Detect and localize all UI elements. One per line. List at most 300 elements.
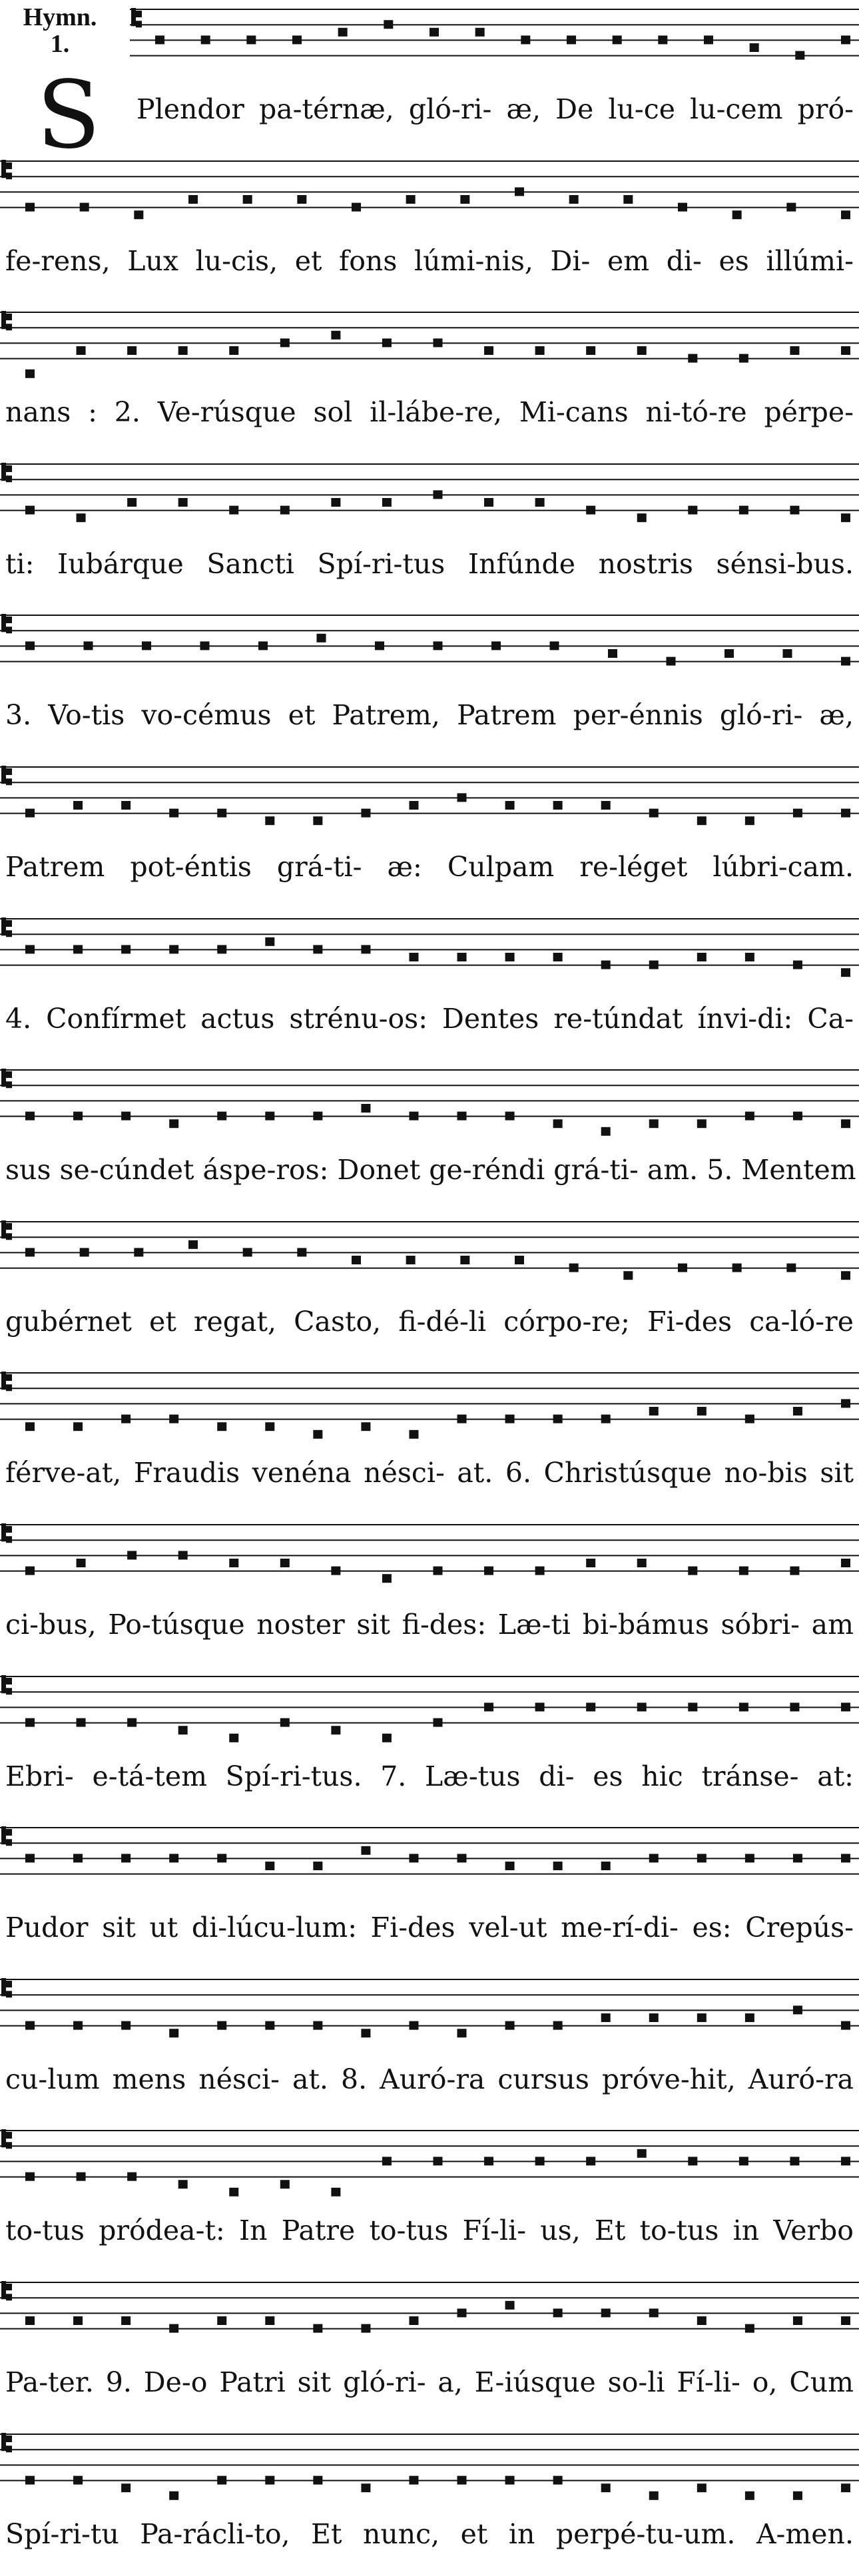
neume-punctum (745, 1854, 754, 1863)
neume-punctum (613, 35, 622, 44)
neume-punctum (623, 1271, 633, 1280)
neume-punctum (793, 2316, 802, 2325)
neume-punctum (697, 1854, 707, 1863)
neume-punctum (697, 953, 707, 961)
chant-system (0, 455, 859, 607)
neume-punctum (25, 505, 35, 514)
neume-punctum (649, 1407, 659, 1416)
neume-punctum (361, 1423, 370, 1431)
c-clef-icon (1, 2433, 12, 2452)
staff (0, 2121, 859, 2201)
staff (0, 606, 859, 686)
lyric-line: to-tus pródea-t: In Patre to-tus Fí-li- us, Et to-tus in Verbo (5, 2214, 854, 2247)
neume-punctum (535, 498, 545, 507)
neume-punctum (697, 1119, 707, 1128)
neume-punctum (77, 1718, 86, 1726)
neume-punctum (178, 498, 188, 507)
neume-punctum (313, 1430, 322, 1439)
neume-punctum (505, 1112, 515, 1121)
neume-punctum (569, 195, 579, 204)
staff (0, 2425, 859, 2505)
neume-punctum (313, 2021, 322, 2029)
staff (0, 1364, 859, 1443)
neume-punctum (382, 1574, 392, 1583)
neume-punctum (841, 2316, 850, 2325)
neume-punctum (601, 960, 611, 969)
neume-punctum (25, 642, 35, 650)
neume-punctum (25, 1112, 35, 1121)
neume-punctum (77, 2173, 86, 2181)
neume-punctum (25, 1718, 35, 1726)
neume-punctum (217, 2021, 226, 2029)
neume-punctum (637, 1559, 647, 1567)
neume-punctum (258, 642, 268, 650)
neume-punctum (567, 35, 576, 44)
neume-punctum (409, 1430, 418, 1439)
neume-punctum (361, 2029, 370, 2037)
neume-punctum (361, 809, 370, 818)
staff (0, 1667, 859, 1747)
chant-system (0, 2425, 859, 2576)
neume-punctum (505, 2021, 515, 2029)
lyric-line: Patrem pot-éntis grá-ti- æ: Culpam re-léget lúbri-cam. (5, 851, 854, 883)
neume-punctum (280, 2181, 290, 2189)
staff (0, 152, 859, 232)
lyric-line: Spí-ri-tu Pa-rácli-to, Et nunc, et in perpé-tu-um. A-men. (5, 2517, 854, 2550)
chant-system (0, 758, 859, 909)
chant-system (0, 1970, 859, 2122)
neume-punctum (457, 2308, 467, 2317)
neume-punctum (649, 2491, 659, 2499)
neume-punctum (637, 2149, 647, 2158)
neume-punctum (697, 2316, 707, 2325)
neume-punctum (73, 801, 83, 810)
neume-punctum (783, 649, 792, 658)
neume-punctum (550, 642, 559, 650)
neume-punctum (484, 1702, 493, 1711)
neume-punctum (382, 1733, 392, 1742)
neume-punctum (793, 2491, 802, 2499)
lyric-line: férve-at, Fraudis venéna nésci- at. 6. Christúsque no-bis sit (5, 1457, 854, 1489)
neume-punctum (169, 2029, 178, 2037)
neume-punctum (313, 1112, 322, 1121)
neume-punctum (313, 2324, 322, 2333)
neume-punctum (433, 1718, 443, 1726)
lyric-line: gubérnet et regat, Casto, fi-dé-li córpo-re; Fi-des ca-ló-re (5, 1305, 854, 1338)
neume-punctum (297, 195, 306, 204)
neume-punctum (134, 1248, 143, 1256)
neume-punctum (505, 1415, 515, 1423)
neume-punctum (460, 195, 469, 204)
neume-punctum (409, 2475, 418, 2484)
c-clef-icon (1, 311, 12, 330)
neume-punctum (667, 657, 676, 666)
neume-punctum (409, 953, 418, 961)
neume-punctum (331, 2188, 340, 2196)
neume-punctum (790, 1702, 799, 1711)
neume-punctum (178, 1726, 188, 1734)
neume-punctum (793, 809, 802, 818)
neume-punctum (127, 498, 137, 507)
neume-punctum (352, 202, 361, 211)
neume-punctum (637, 1702, 647, 1711)
neume-punctum (601, 2013, 611, 2022)
neume-punctum (169, 809, 178, 818)
neume-punctum (265, 2475, 274, 2484)
neume-punctum (73, 1423, 83, 1431)
lyric-line: ti: Iubárque Sancti Spí-ri-tus Infúnde nostris sénsi-bus. (5, 547, 854, 580)
neume-punctum (688, 354, 697, 363)
neume-punctum (188, 195, 198, 204)
neume-punctum (841, 968, 850, 977)
neume-punctum (178, 2181, 188, 2189)
hymn-number: 1. (50, 30, 70, 58)
neume-punctum (745, 1112, 754, 1121)
neume-punctum (217, 809, 226, 818)
neume-punctum (793, 1854, 802, 1863)
neume-punctum (409, 1854, 418, 1863)
neume-punctum (521, 35, 530, 44)
neume-punctum (331, 1567, 340, 1575)
staff (0, 1212, 859, 1292)
staff (0, 1818, 859, 1898)
neume-punctum (361, 2324, 370, 2333)
neume-punctum (793, 1112, 802, 1121)
neume-punctum (265, 2316, 274, 2325)
neume-punctum (739, 505, 748, 514)
neume-punctum (745, 1415, 754, 1423)
neume-punctum (292, 35, 302, 44)
neume-punctum (841, 1559, 850, 1567)
neume-punctum (739, 2157, 748, 2166)
neume-punctum (586, 346, 595, 355)
staff (0, 303, 859, 383)
neume-punctum (795, 51, 804, 60)
neume-punctum (201, 35, 210, 44)
neume-punctum (25, 1854, 35, 1863)
neume-punctum (217, 945, 226, 953)
neume-punctum (121, 2021, 131, 2029)
neume-punctum (384, 20, 393, 29)
neume-punctum (77, 513, 86, 522)
neume-punctum (505, 953, 515, 961)
neume-punctum (80, 1248, 89, 1256)
chant-system (0, 1061, 859, 1212)
neume-punctum (569, 1263, 579, 1272)
neume-punctum (515, 187, 524, 196)
neume-punctum (841, 35, 850, 44)
chant-system (0, 606, 859, 758)
chant-system (0, 1364, 859, 1515)
neume-punctum (601, 801, 611, 810)
neume-punctum (841, 210, 850, 219)
neume-punctum (457, 793, 467, 802)
neume-punctum (553, 1415, 563, 1423)
neume-punctum (535, 346, 545, 355)
neume-punctum (790, 505, 799, 514)
neume-punctum (121, 2316, 131, 2325)
lyric-line: Plendor pa-térnæ, gló-ri- æ, De lu-ce lu-cem pró- (137, 93, 854, 125)
neume-punctum (793, 960, 802, 969)
neume-punctum (586, 505, 595, 514)
neume-punctum (313, 1862, 322, 1870)
lyric-line: cu-lum mens nésci- at. 8. Auró-ra cursus próve-hit, Auró-ra (5, 2063, 854, 2095)
neume-punctum (361, 945, 370, 953)
c-clef-icon (1, 1523, 12, 1543)
neume-punctum (688, 1702, 697, 1711)
staff (0, 758, 859, 838)
neume-punctum (121, 1854, 131, 1863)
hymn-label: Hymn. (23, 3, 97, 31)
neume-punctum (229, 505, 238, 514)
neume-punctum (553, 953, 563, 961)
neume-punctum (217, 1854, 226, 1863)
neume-punctum (317, 634, 326, 643)
neume-punctum (739, 1702, 748, 1711)
neume-punctum (505, 801, 515, 810)
neume-punctum (678, 202, 687, 211)
neume-punctum (688, 2157, 697, 2166)
lyric-line: fe-rens, Lux lu-cis, et fons lúmi-nis, Di- em di- es illúmi- (5, 244, 854, 277)
neume-punctum (297, 1248, 306, 1256)
neume-punctum (586, 1702, 595, 1711)
neume-punctum (841, 1271, 850, 1280)
c-clef-icon (131, 8, 142, 27)
neume-punctum (608, 649, 617, 658)
neume-punctum (25, 2173, 35, 2181)
neume-punctum (217, 2475, 226, 2484)
neume-punctum (406, 1256, 416, 1264)
neume-punctum (704, 35, 713, 44)
c-clef-icon (1, 1372, 12, 1391)
neume-punctum (697, 816, 707, 825)
neume-punctum (265, 1112, 274, 1121)
neume-punctum (25, 945, 35, 953)
neume-punctum (142, 642, 151, 650)
neume-punctum (535, 1702, 545, 1711)
neume-punctum (457, 1854, 467, 1863)
c-clef-icon (1, 917, 12, 937)
neume-punctum (484, 2157, 493, 2166)
neume-punctum (649, 2308, 659, 2317)
neume-punctum (793, 1407, 802, 1416)
neume-punctum (649, 1854, 659, 1863)
neume-punctum (169, 1415, 178, 1423)
neume-punctum (623, 195, 633, 204)
c-clef-icon (1, 1069, 12, 1088)
neume-punctum (382, 498, 392, 507)
neume-punctum (409, 2316, 418, 2325)
neume-punctum (121, 1112, 131, 1121)
neume-punctum (457, 1112, 467, 1121)
c-clef-icon (1, 160, 12, 179)
neume-punctum (433, 490, 443, 499)
neume-punctum (601, 1127, 611, 1136)
neume-punctum (658, 35, 667, 44)
neume-punctum (313, 945, 322, 953)
staff (0, 909, 859, 989)
neume-punctum (73, 2475, 83, 2484)
neume-punctum (280, 1559, 290, 1567)
neume-punctum (460, 1256, 469, 1264)
staff (0, 1970, 859, 2050)
staff (0, 1515, 859, 1595)
lyric-line: Ebri- e-tá-tem Spí-ri-tus. 7. Læ-tus di- es hic tránse- at: (5, 1760, 854, 1792)
neume-punctum (217, 1423, 226, 1431)
neume-punctum (375, 642, 384, 650)
neume-punctum (553, 2021, 563, 2029)
neume-punctum (25, 2316, 35, 2325)
neume-punctum (246, 35, 256, 44)
neume-punctum (535, 1567, 545, 1575)
neume-punctum (331, 331, 340, 340)
neume-punctum (169, 945, 178, 953)
neume-punctum (505, 1862, 515, 1870)
neume-punctum (313, 2475, 322, 2484)
c-clef-icon (1, 614, 12, 633)
neume-punctum (841, 809, 850, 818)
neume-punctum (841, 1119, 850, 1128)
neume-punctum (745, 2324, 754, 2333)
neume-punctum (229, 2188, 238, 2196)
neume-punctum (724, 649, 734, 658)
neume-punctum (243, 195, 252, 204)
lyric-line: 3. Vo-tis vo-cémus et Patrem, Patrem per-énnis gló-ri- æ, (5, 699, 854, 732)
neume-punctum (739, 1567, 748, 1575)
chant-system (0, 152, 859, 304)
neume-punctum (841, 1854, 850, 1863)
neume-punctum (25, 1567, 35, 1575)
neume-punctum (786, 202, 796, 211)
neume-punctum (178, 1551, 188, 1559)
chant-system (0, 2121, 859, 2273)
neume-punctum (265, 2021, 274, 2029)
neume-punctum (352, 1256, 361, 1264)
neume-punctum (121, 2483, 131, 2492)
neume-punctum (637, 346, 647, 355)
neume-punctum (178, 346, 188, 355)
neume-punctum (25, 809, 35, 818)
neume-punctum (553, 1862, 563, 1870)
neume-punctum (553, 1119, 563, 1128)
neume-punctum (841, 513, 850, 522)
neume-punctum (732, 210, 742, 219)
staff (0, 2273, 859, 2353)
neume-punctum (841, 1400, 850, 1408)
neume-punctum (601, 2308, 611, 2317)
neume-punctum (649, 809, 659, 818)
neume-punctum (77, 346, 86, 355)
lyric-line: ci-bus, Po-túsque noster sit fi-des: Læ-ti bi-bámus sóbri- am (5, 1609, 854, 1641)
staff (0, 0, 859, 80)
chant-system (0, 1515, 859, 1667)
neume-punctum (169, 2491, 178, 2499)
neume-punctum (25, 1248, 35, 1256)
initial-letter: S (37, 61, 101, 170)
neume-punctum (433, 2157, 443, 2166)
neume-punctum (313, 816, 322, 825)
neume-punctum (127, 346, 137, 355)
neume-punctum (484, 346, 493, 355)
chant-system (0, 2273, 859, 2425)
neume-punctum (484, 498, 493, 507)
neume-punctum (697, 2483, 707, 2492)
neume-punctum (601, 1415, 611, 1423)
neume-punctum (409, 801, 418, 810)
neume-punctum (750, 43, 759, 52)
neume-punctum (406, 195, 416, 204)
neume-punctum (338, 28, 348, 37)
lyric-line: Pudor sit ut di-lúcu-lum: Fi-des vel-ut me-rí-di- es: Crepús- (5, 1912, 854, 1944)
lyric-line: nans : 2. Ve-rúsque sol il-lábe-re, Mi-cans ni-tó-re pérpe- (5, 396, 854, 429)
neume-punctum (409, 1112, 418, 1121)
neume-punctum (793, 2005, 802, 2014)
neume-punctum (84, 642, 93, 650)
neume-punctum (188, 1240, 198, 1249)
neume-punctum (73, 1112, 83, 1121)
neume-punctum (688, 1567, 697, 1575)
neume-punctum (745, 2013, 754, 2022)
neume-punctum (73, 945, 83, 953)
neume-punctum (361, 2483, 370, 2492)
neume-punctum (169, 2324, 178, 2333)
neume-punctum (280, 505, 290, 514)
neume-punctum (121, 801, 131, 810)
neume-punctum (243, 1248, 252, 1256)
neume-punctum (280, 1718, 290, 1726)
neume-punctum (841, 2157, 850, 2166)
neume-punctum (505, 2301, 515, 2310)
neume-punctum (265, 937, 274, 945)
neume-punctum (121, 1415, 131, 1423)
neume-punctum (433, 642, 443, 650)
neume-punctum (382, 2157, 392, 2166)
neume-punctum (790, 2157, 799, 2166)
neume-punctum (697, 2013, 707, 2022)
neume-punctum (229, 1733, 238, 1742)
neume-punctum (457, 2475, 467, 2484)
neume-punctum (73, 1854, 83, 1863)
neume-punctum (127, 1718, 137, 1726)
neume-punctum (361, 1846, 370, 1855)
neume-punctum (25, 1423, 35, 1431)
neume-punctum (841, 657, 850, 666)
neume-punctum (265, 816, 274, 825)
staff (0, 455, 859, 535)
c-clef-icon (1, 2281, 12, 2300)
chant-system (0, 1212, 859, 1364)
neume-punctum (121, 945, 131, 953)
neume-punctum (601, 1862, 611, 1870)
neume-punctum (169, 1119, 178, 1128)
neume-punctum (678, 1263, 687, 1272)
neume-punctum (280, 339, 290, 348)
neume-punctum (697, 1407, 707, 1416)
neume-punctum (457, 2029, 467, 2037)
neume-punctum (841, 2483, 850, 2492)
neume-punctum (637, 513, 647, 522)
neume-punctum (491, 642, 501, 650)
neume-punctum (649, 2013, 659, 2022)
neume-punctum (688, 505, 697, 514)
neume-punctum (601, 2483, 611, 2492)
neume-punctum (169, 1854, 178, 1863)
neume-punctum (786, 1263, 796, 1272)
neume-punctum (229, 346, 238, 355)
neume-punctum (200, 642, 210, 650)
neume-punctum (649, 960, 659, 969)
neume-punctum (331, 1726, 340, 1734)
